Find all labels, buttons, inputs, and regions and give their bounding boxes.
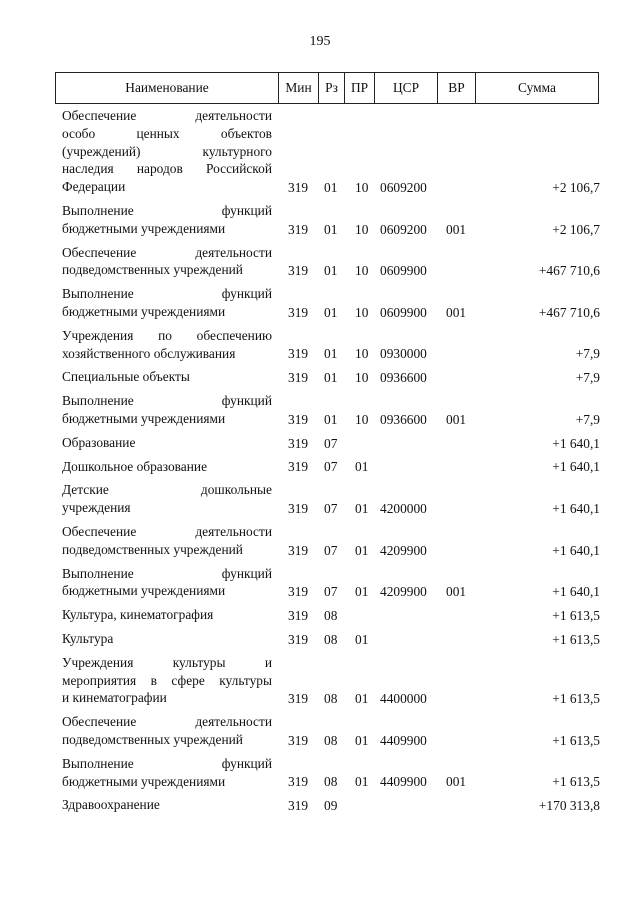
- cell-sum: +2 106,7: [552, 179, 600, 195]
- row-name: [62, 202, 272, 238]
- cell-pr: 01: [355, 691, 369, 707]
- row-name-line: бюджетными учреждениями: [62, 583, 226, 599]
- cell-sum: +1 613,5: [552, 607, 600, 623]
- cell-min: 319: [288, 370, 309, 386]
- cell-csr: 0930000: [380, 346, 427, 362]
- table-body: [62, 107, 600, 820]
- table-row: [62, 458, 600, 476]
- row-name-line: особо ценных объектов: [62, 125, 272, 141]
- cell-pr: 01: [355, 542, 369, 558]
- cell-pr: 01: [355, 732, 369, 748]
- row-name: [62, 606, 272, 624]
- cell-sum: +2 106,7: [552, 221, 600, 237]
- cell-min: 319: [288, 774, 309, 790]
- cell-sum: +7,9: [575, 370, 600, 386]
- row-name-line: (учреждений) культурного: [62, 143, 272, 159]
- cell-rz: 08: [324, 691, 338, 707]
- row-name-line: Детские дошкольные: [62, 482, 272, 498]
- cell-sum: +1 613,5: [552, 691, 600, 707]
- table-row: [62, 327, 600, 363]
- row-name: [62, 434, 272, 452]
- cell-rz: 01: [324, 370, 338, 386]
- cell-min: 319: [288, 607, 309, 623]
- table-row: [62, 755, 600, 791]
- row-name: [62, 327, 272, 363]
- cell-pr: 10: [355, 263, 369, 279]
- table-row: [62, 244, 600, 280]
- header-min: Мин: [279, 73, 319, 103]
- row-name: [62, 713, 272, 749]
- cell-pr: 01: [355, 459, 369, 475]
- row-name-line: Выполнение функций: [62, 565, 272, 581]
- row-name-line: подведомственных учреждений: [62, 262, 243, 278]
- cell-pr: 01: [355, 584, 369, 600]
- row-name-line: Обеспечение деятельности: [62, 523, 272, 539]
- row-name: [62, 481, 272, 517]
- cell-rz: 01: [324, 304, 338, 320]
- cell-min: 319: [288, 500, 309, 516]
- cell-rz: 08: [324, 732, 338, 748]
- row-name: [62, 244, 272, 280]
- cell-min: 319: [288, 691, 309, 707]
- row-name: [62, 458, 272, 476]
- row-name-line: Дошкольное образование: [62, 458, 208, 474]
- row-name-line: учреждения: [62, 500, 131, 516]
- cell-rz: 08: [324, 631, 338, 647]
- cell-pr: 10: [355, 221, 369, 237]
- cell-rz: 07: [324, 435, 338, 451]
- row-name-line: бюджетными учреждениями: [62, 303, 226, 319]
- row-name-line: Выполнение функций: [62, 202, 272, 218]
- cell-rz: 08: [324, 774, 338, 790]
- cell-min: 319: [288, 732, 309, 748]
- row-name-line: бюджетными учреждениями: [62, 410, 226, 426]
- row-name-line: Культура, кинематография: [62, 607, 214, 623]
- table-header: [55, 72, 599, 104]
- row-name-line: Обеспечение деятельности: [62, 714, 272, 730]
- row-name-line: Обеспечение деятельности: [62, 108, 272, 123]
- cell-sum: +170 313,8: [538, 798, 600, 814]
- row-name-line: Здравоохранение: [62, 797, 160, 813]
- cell-rz: 07: [324, 459, 338, 475]
- row-name: [62, 565, 272, 601]
- cell-sum: +1 613,5: [552, 732, 600, 748]
- row-name: [62, 107, 272, 196]
- cell-csr: 4409900: [380, 732, 427, 748]
- row-name-line: хозяйственного обслуживания: [62, 345, 236, 361]
- table-row: [62, 713, 600, 749]
- cell-sum: +467 710,6: [538, 263, 600, 279]
- cell-min: 319: [288, 584, 309, 600]
- cell-csr: 4409900: [380, 774, 427, 790]
- row-name-line: Обеспечение деятельности: [62, 244, 272, 260]
- table-row: [62, 107, 600, 196]
- cell-pr: 01: [355, 774, 369, 790]
- header-csr: ЦСР: [375, 73, 438, 103]
- table-row: [62, 630, 600, 648]
- cell-pr: 10: [355, 346, 369, 362]
- row-name-line: Федерации: [62, 179, 126, 195]
- cell-sum: +467 710,6: [538, 304, 600, 320]
- cell-pr: 10: [355, 411, 369, 427]
- cell-rz: 01: [324, 179, 338, 195]
- table-row: [62, 368, 600, 386]
- row-name: [62, 654, 272, 707]
- cell-sum: +1 613,5: [552, 631, 600, 647]
- header-rz: Рз: [319, 73, 345, 103]
- cell-sum: +1 640,1: [552, 542, 600, 558]
- row-name: [62, 630, 272, 648]
- header-pr: ПР: [345, 73, 375, 103]
- cell-pr: 01: [355, 631, 369, 647]
- cell-rz: 09: [324, 798, 338, 814]
- cell-sum: +7,9: [575, 411, 600, 427]
- table-row: [62, 606, 600, 624]
- cell-vr: 001: [446, 411, 467, 427]
- cell-rz: 01: [324, 221, 338, 237]
- cell-sum: +1 640,1: [552, 500, 600, 516]
- cell-min: 319: [288, 221, 309, 237]
- cell-csr: 0609200: [380, 221, 427, 237]
- cell-sum: +1 640,1: [552, 459, 600, 475]
- cell-min: 319: [288, 542, 309, 558]
- cell-sum: +1 640,1: [552, 435, 600, 451]
- row-name: [62, 523, 272, 559]
- cell-sum: +1 640,1: [552, 584, 600, 600]
- header-sum: Сумма: [518, 80, 556, 95]
- row-name-line: подведомственных учреждений: [62, 541, 243, 557]
- table-row: [62, 565, 600, 601]
- table-row: [62, 796, 600, 814]
- cell-rz: 01: [324, 263, 338, 279]
- table-row: [62, 392, 600, 428]
- row-name-line: подведомственных учреждений: [62, 731, 243, 747]
- cell-min: 319: [288, 459, 309, 475]
- table-row: [62, 202, 600, 238]
- row-name-line: Учреждения культуры и: [62, 654, 272, 670]
- cell-rz: 07: [324, 584, 338, 600]
- cell-pr: 01: [355, 500, 369, 516]
- row-name-line: бюджетными учреждениями: [62, 773, 226, 789]
- row-name-line: Специальные объекты: [62, 369, 190, 385]
- row-name: [62, 285, 272, 321]
- cell-csr: 0936600: [380, 370, 427, 386]
- cell-min: 319: [288, 411, 309, 427]
- table-row: [62, 285, 600, 321]
- row-name: [62, 796, 272, 814]
- header-name: Наименование: [56, 73, 279, 103]
- row-name-line: Выполнение функций: [62, 755, 272, 771]
- row-name-line: Выполнение функций: [62, 286, 272, 302]
- cell-sum: +7,9: [575, 346, 600, 362]
- cell-pr: 10: [355, 179, 369, 195]
- cell-min: 319: [288, 435, 309, 451]
- row-name: [62, 755, 272, 791]
- cell-sum: +1 613,5: [552, 774, 600, 790]
- cell-pr: 10: [355, 370, 369, 386]
- row-name-line: и кинематографии: [62, 690, 167, 706]
- cell-csr: 4400000: [380, 691, 427, 707]
- header-vr: ВР: [438, 73, 476, 103]
- cell-csr: 0609900: [380, 263, 427, 279]
- cell-rz: 01: [324, 411, 338, 427]
- cell-rz: 07: [324, 500, 338, 516]
- cell-csr: 4209900: [380, 542, 427, 558]
- cell-vr: 001: [446, 304, 467, 320]
- row-name-line: бюджетными учреждениями: [62, 220, 226, 236]
- cell-min: 319: [288, 179, 309, 195]
- cell-min: 319: [288, 304, 309, 320]
- table-row: [62, 654, 600, 707]
- row-name-line: Учреждения по обеспечению: [62, 327, 272, 343]
- cell-vr: 001: [446, 774, 467, 790]
- row-name-line: Культура: [62, 630, 114, 646]
- table-row: [62, 434, 600, 452]
- row-name: [62, 392, 272, 428]
- cell-min: 319: [288, 798, 309, 814]
- row-name: [62, 368, 272, 386]
- row-name-line: наследия народов Российской: [62, 161, 272, 177]
- cell-csr: 0609900: [380, 304, 427, 320]
- row-name-line: мероприятия в сфере культуры: [62, 672, 272, 688]
- cell-csr: 0609200: [380, 179, 427, 195]
- row-name-line: Выполнение функций: [62, 393, 272, 409]
- cell-pr: 10: [355, 304, 369, 320]
- row-name-line: Образование: [62, 434, 136, 450]
- cell-vr: 001: [446, 584, 467, 600]
- cell-rz: 01: [324, 346, 338, 362]
- cell-vr: 001: [446, 221, 467, 237]
- cell-rz: 08: [324, 607, 338, 623]
- table-row: [62, 523, 600, 559]
- cell-csr: 0936600: [380, 411, 427, 427]
- cell-min: 319: [288, 631, 309, 647]
- cell-csr: 4200000: [380, 500, 427, 516]
- cell-min: 319: [288, 263, 309, 279]
- cell-rz: 07: [324, 542, 338, 558]
- table-row: [62, 481, 600, 517]
- cell-csr: 4209900: [380, 584, 427, 600]
- cell-min: 319: [288, 346, 309, 362]
- page-number: 195: [309, 34, 331, 49]
